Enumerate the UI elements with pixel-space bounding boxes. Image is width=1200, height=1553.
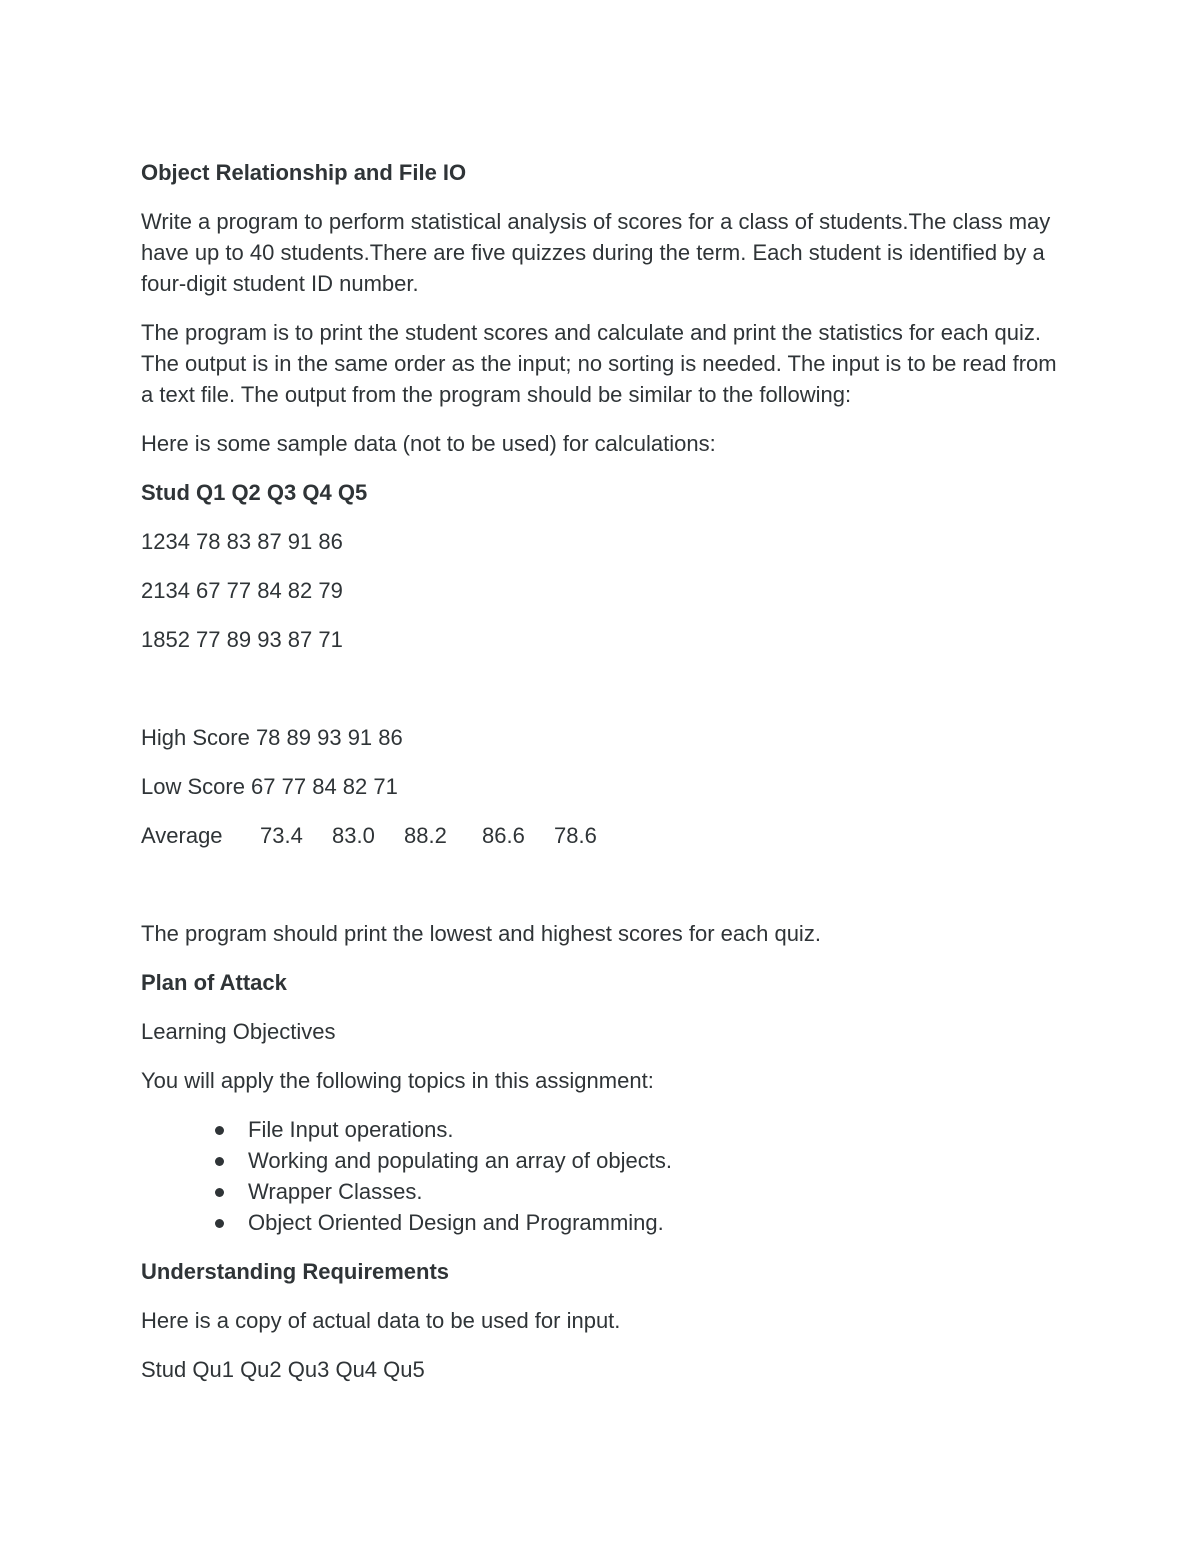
program-description: The program is to print the student scores and calculate and print the statistics for each quiz. The output is in the same order as the input; no sorting is needed. The input is to be read from a text file. The output from the program should be similar to the following: bbox=[141, 320, 1057, 407]
high-score-row: High Score 78 89 93 91 86 bbox=[141, 725, 403, 750]
average-value: 78.6 bbox=[554, 823, 597, 848]
low-score-row: Low Score 67 77 84 82 71 bbox=[141, 774, 398, 799]
list-item: File Input operations. bbox=[248, 1114, 1061, 1145]
actual-data-header: Stud Qu1 Qu2 Qu3 Qu4 Qu5 bbox=[141, 1357, 425, 1382]
topics-intro: You will apply the following topics in this assignment: bbox=[141, 1068, 654, 1093]
topics-list bbox=[141, 1114, 1061, 1238]
average-value: 88.2 bbox=[404, 823, 447, 848]
sample-intro: Here is some sample data (not to be used) for calculations: bbox=[141, 431, 716, 456]
bullet-icon bbox=[215, 1126, 224, 1135]
average-value: 83.0 bbox=[332, 823, 375, 848]
intro-paragraph: Write a program to perform statistical analysis of scores for a class of students.The class may have up to 40 students.There are five quizzes during the term. Each student is identified by a four-digit student ID number. bbox=[141, 209, 1051, 296]
average-value: 86.6 bbox=[482, 823, 525, 848]
sample-row: 1234 78 83 87 91 86 bbox=[141, 529, 343, 554]
bullet-icon bbox=[215, 1188, 224, 1197]
spacer bbox=[141, 869, 1061, 918]
spacer bbox=[141, 673, 1061, 722]
sample-row: 1852 77 89 93 87 71 bbox=[141, 627, 343, 652]
objectives-label: Learning Objectives bbox=[141, 1019, 336, 1044]
bullet-icon bbox=[215, 1157, 224, 1166]
sample-row: 2134 67 77 84 82 79 bbox=[141, 578, 343, 603]
document-page bbox=[141, 157, 1061, 1403]
average-row bbox=[141, 820, 1061, 851]
print-note: The program should print the lowest and highest scores for each quiz. bbox=[141, 921, 821, 946]
requirements-heading: Understanding Requirements bbox=[141, 1259, 450, 1284]
sample-header: Stud Q1 Q2 Q3 Q4 Q5 bbox=[141, 480, 368, 505]
list-item: Working and populating an array of objects. bbox=[248, 1145, 1061, 1176]
document-title: Object Relationship and File IO bbox=[141, 160, 467, 185]
actual-data-intro: Here is a copy of actual data to be used for input. bbox=[141, 1308, 621, 1333]
average-label: Average bbox=[141, 823, 223, 848]
plan-heading: Plan of Attack bbox=[141, 970, 287, 995]
list-item: Object Oriented Design and Programming. bbox=[248, 1207, 1061, 1238]
average-value: 73.4 bbox=[260, 823, 303, 848]
bullet-icon bbox=[215, 1219, 224, 1228]
list-item: Wrapper Classes. bbox=[248, 1176, 1061, 1207]
